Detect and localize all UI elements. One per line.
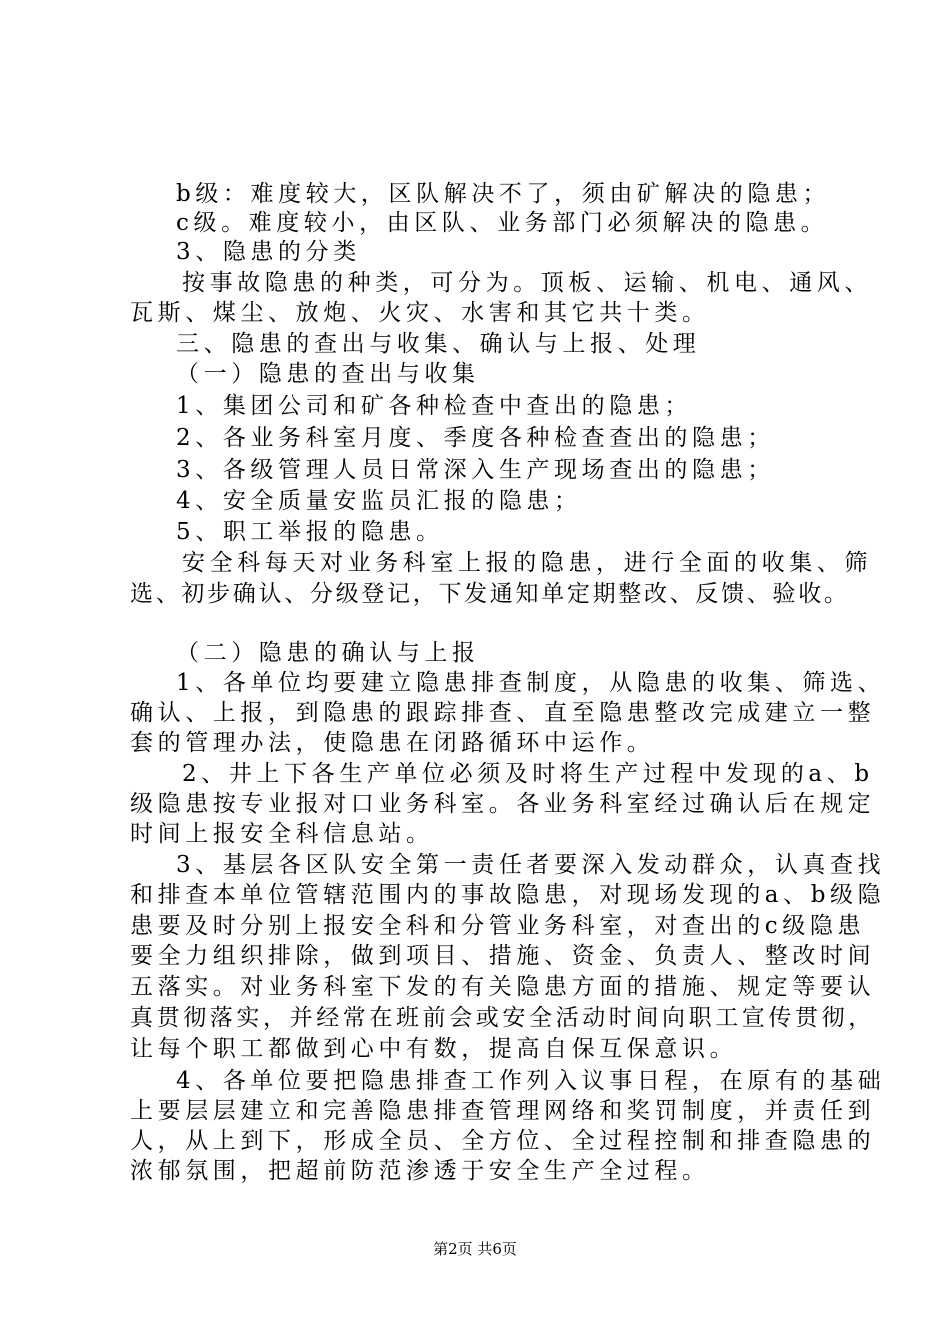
section-heading-classification: 3、隐患的分类	[176, 239, 361, 265]
paragraph-line: 浓郁氛围，把超前防范渗透于安全生产全过程。	[130, 1158, 710, 1184]
paragraph-line: 3、基层各区队安全第一责任者要深入发动群众，认真查找	[176, 852, 886, 878]
subsection-heading-one: （一）隐患的查出与收集	[176, 361, 480, 387]
paragraph-line: 套的管理办法，使隐患在闭路循环中运作。	[130, 730, 655, 756]
paragraph-line: 上要层层建立和完善隐患排查管理网络和奖罚制度，并责任到	[130, 1098, 876, 1124]
paragraph-line: 2、井上下各生产单位必须及时将生产过程中发现的a、b	[182, 761, 874, 787]
list-item: 2、各业务科室月度、季度各种检查查出的隐患；	[176, 425, 775, 451]
paragraph-line: 人，从上到下，形成全员、全方位、全过程控制和排查隐患的	[130, 1128, 876, 1154]
list-item: 3、各级管理人员日常深入生产现场查出的隐患；	[176, 457, 775, 483]
collection-paragraph-line-2: 选、初步确认、分级登记，下发通知单定期整改、反馈、验收。	[130, 581, 850, 607]
paragraph-line: 1、各单位均要建立隐患排查制度，从隐患的收集、筛选、	[176, 670, 886, 696]
section-heading-three: 三、隐患的查出与收集、确认与上报、处理	[176, 331, 701, 357]
paragraph-line: 患要及时分别上报安全科和分管业务科室，对查出的c级隐患	[130, 913, 866, 939]
grade-c-line: c级。难度较小，由区队、业务部门必须解决的隐患。	[176, 210, 829, 236]
page-number-footer: 第2页 共6页	[433, 1240, 517, 1258]
paragraph-line: 确认、上报，到隐患的跟踪排查、直至隐患整改完成建立一整	[130, 700, 876, 726]
classification-paragraph-line-2: 瓦斯、煤尘、放炮、火灾、水害和其它共十类。	[130, 300, 710, 326]
list-item: 4、安全质量安监员汇报的隐患；	[176, 488, 582, 514]
list-item: 5、职工举报的隐患。	[176, 519, 444, 545]
paragraph-line: 时间上报安全科信息站。	[130, 821, 434, 847]
list-item: 1、集团公司和矿各种检查中查出的隐患；	[176, 393, 693, 419]
paragraph-line: 要全力组织排除，做到项目、措施、资金、负责人、整改时间	[130, 943, 876, 969]
collection-paragraph-line-1: 安全科每天对业务科室上报的隐患，进行全面的收集、筛	[182, 550, 872, 576]
subsection-heading-two: （二）隐患的确认与上报	[176, 640, 480, 666]
paragraph-line: 级隐患按专业报对口业务科室。各业务科室经过确认后在规定	[130, 791, 876, 817]
classification-paragraph-line-1: 按事故隐患的种类，可分为。顶板、运输、机电、通风、	[182, 270, 872, 296]
paragraph-line: 4、各单位要把隐患排查工作列入议事日程，在原有的基础	[176, 1068, 886, 1094]
grade-b-line: b级：难度较大，区队解决不了，须由矿解决的隐患；	[176, 181, 831, 207]
paragraph-line: 五落实。对业务科室下发的有关隐患方面的措施、规定等要认	[130, 974, 876, 1000]
paragraph-line: 让每个职工都做到心中有数，提高自保互保意识。	[130, 1036, 738, 1062]
paragraph-line: 真贯彻落实，并经常在班前会或安全活动时间向职工宣传贯彻，	[130, 1005, 875, 1031]
paragraph-line: 和排查本单位管辖范围内的事故隐患，对现场发现的a、b级隐	[130, 882, 886, 908]
